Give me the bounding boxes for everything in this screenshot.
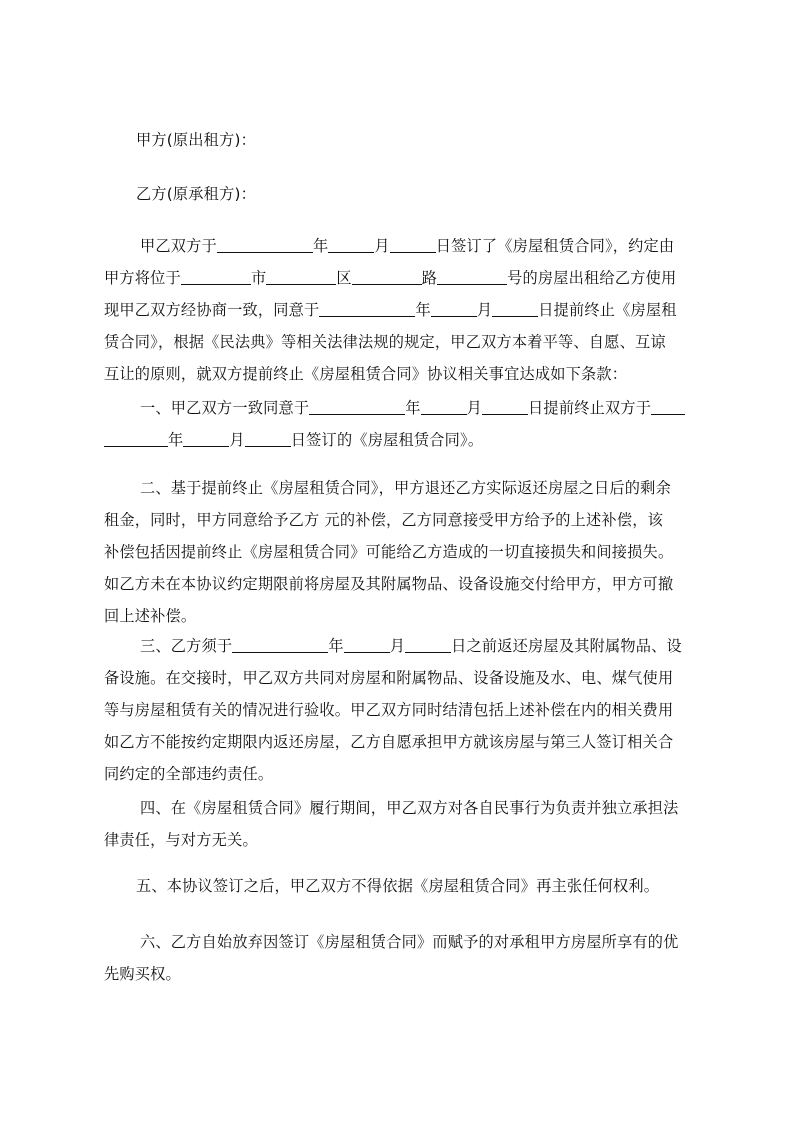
clause-1 (104, 392, 724, 456)
blank-year[interactable] (232, 634, 328, 653)
blank-number[interactable] (437, 266, 507, 285)
blank-month[interactable] (183, 428, 229, 447)
clause-3-line-4: 如乙方不能按约定期限内返还房屋，乙方自愿承担甲方就该房屋与第三人签订相关合 (104, 733, 674, 751)
party-a-label: 甲方(原出租方)： (136, 131, 256, 149)
blank-day[interactable] (482, 396, 528, 415)
blank-road[interactable] (352, 266, 422, 285)
blank-city[interactable] (181, 266, 251, 285)
blank-year[interactable] (217, 234, 313, 253)
intro-line-5: 互让的原则，就双方提前终止《房屋租赁合同》协议相关事宜达成如下条款： (104, 365, 628, 383)
intro-line-4: 赁合同》，根据《民法典》等相关法律法规的规定，甲乙双方本着平等、自愿、互谅 (104, 333, 666, 351)
clause-4 (104, 792, 724, 856)
blank-year[interactable] (309, 396, 405, 415)
blank-day[interactable] (492, 298, 538, 317)
clause-2 (104, 472, 724, 632)
clause-1-line-1: 一、甲乙双方一致同意于 年 月 日提前终止双方于 (104, 392, 724, 424)
clause-6-line-1: 六、乙方自始放弃因签订《房屋租赁合同》而赋予的对承租甲方房屋所享有的优 (140, 933, 679, 951)
clause-4-line-1: 四、在《房屋租赁合同》履行期间，甲乙双方对各自民事行为负责并独立承担法 (140, 799, 679, 817)
blank-day[interactable] (405, 634, 451, 653)
clause-2-line-2: 租金，同时，甲方同意给予乙方 元的补偿，乙方同意接受甲方给予的上述补偿，该 (104, 511, 663, 529)
clause-4-line-2: 律责任，与对方无关。 (104, 831, 258, 849)
blank-month[interactable] (431, 298, 477, 317)
blank-day[interactable] (245, 428, 291, 447)
clause-3 (104, 630, 724, 790)
clause-6-line-2: 先购买权。 (104, 965, 181, 983)
clause-3-line-5: 同约定的全部违约责任。 (104, 765, 274, 783)
clause-6 (104, 926, 724, 990)
blank-district[interactable] (266, 266, 336, 285)
intro-line-3: 现甲乙双方经协商一致，同意于 年 月 日提前终止《房屋租 (104, 294, 724, 326)
clause-3-line-3: 等与房屋租赁有关的情况进行验收。甲乙双方同时结清包括上述补偿在内的相关费用 (104, 701, 674, 719)
blank-year-start[interactable] (651, 396, 685, 415)
clause-1-line-2: 年 月 日签订的《房屋租赁合同》。 (104, 424, 724, 456)
blank-year[interactable] (319, 298, 415, 317)
clause-2-line-3: 补偿包括因提前终止《房屋租赁合同》可能给乙方造成的一切直接损失和间接损失。 (104, 543, 674, 561)
blank-month[interactable] (344, 634, 390, 653)
clause-5-line-1: 五、本协议签订之后，甲乙双方不得依据《房屋租赁合同》再主张任何权利。 (136, 877, 660, 895)
clause-2-line-5: 回上述补偿。 (104, 607, 197, 625)
blank-day[interactable] (390, 234, 436, 253)
intro-line-1: 甲乙双方于 年 月 日签订了《房屋租赁合同》，约定由 (104, 230, 724, 262)
party-a-line (104, 124, 724, 156)
clause-3-line-2: 备设施。在交接时，甲乙双方共同对房屋和附属物品、设备设施及水、电、煤气使用 (104, 669, 674, 687)
intro-line-2: 甲方将位于 市 区 路 号的房屋出租给乙方使用 (104, 262, 724, 294)
party-b-line (104, 178, 724, 210)
party-b-label: 乙方(原承租方)： (136, 185, 256, 203)
blank-month[interactable] (328, 234, 374, 253)
intro-paragraph (104, 230, 724, 390)
clause-2-line-4: 如乙方未在本协议约定期限前将房屋及其附属物品、设备设施交付给甲方，甲方可撤 (104, 575, 674, 593)
blank-year-end[interactable] (104, 428, 168, 447)
clause-2-line-1: 二、基于提前终止《房屋租赁合同》，甲方退还乙方实际返还房屋之日后的剩余 (140, 479, 671, 497)
clause-3-line-1: 三、乙方须于 年 月 日之前返还房屋及其附属物品、设 (104, 630, 724, 662)
clause-5 (104, 870, 724, 902)
blank-month[interactable] (421, 396, 467, 415)
